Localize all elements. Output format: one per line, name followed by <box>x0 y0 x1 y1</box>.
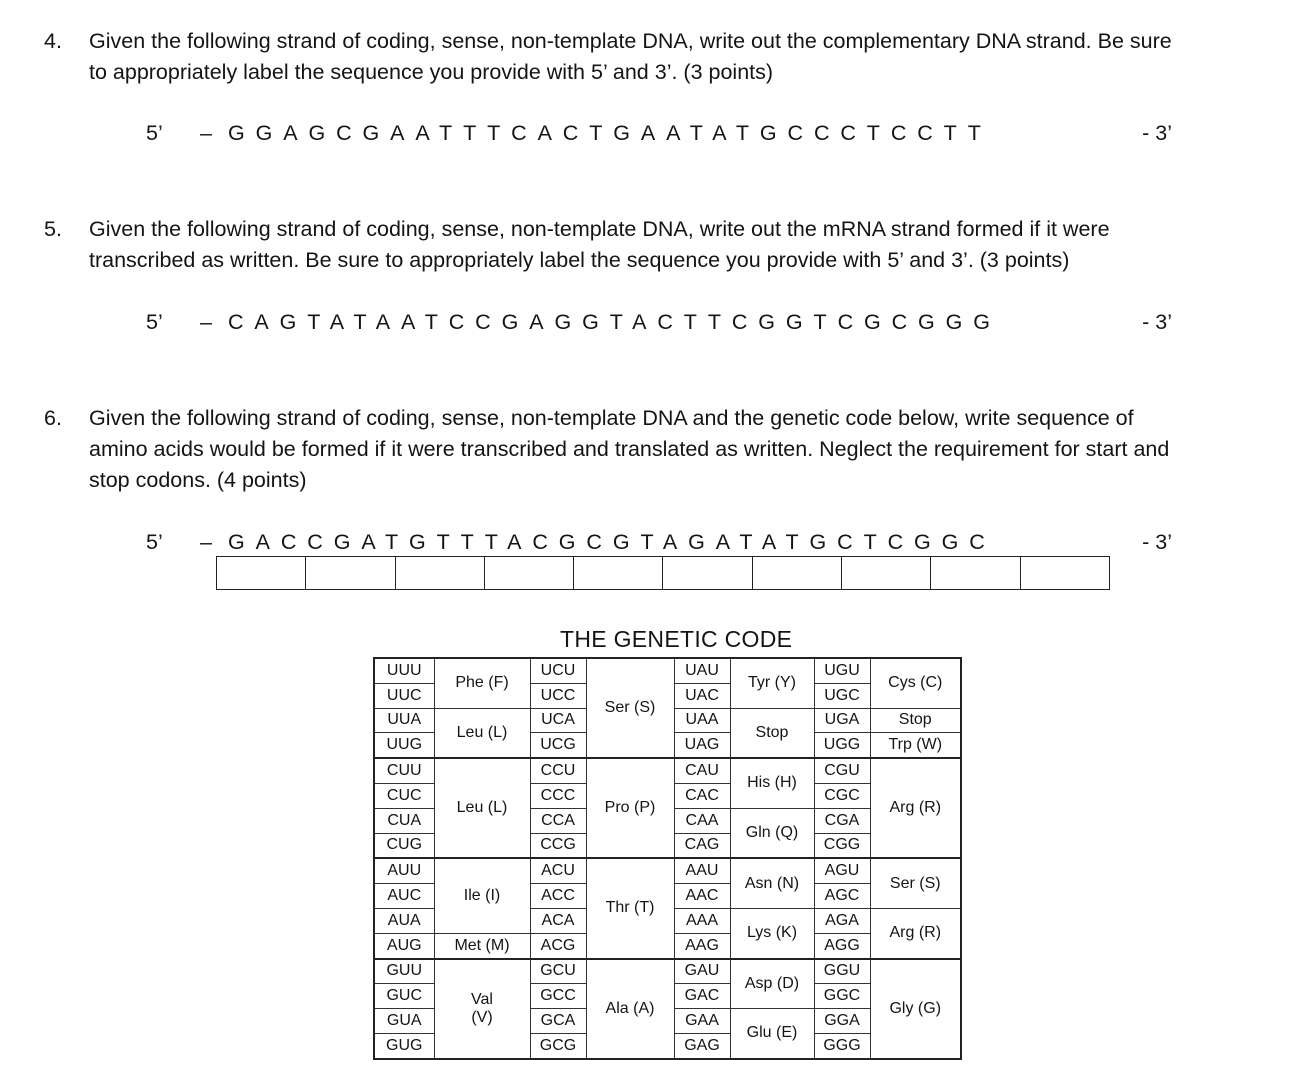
answer-box[interactable] <box>842 557 931 589</box>
codon-row <box>374 658 961 683</box>
amino-acid-cell: Asp (D) <box>730 959 814 1009</box>
codon-cell: GAA <box>674 1009 730 1034</box>
answer-box[interactable] <box>663 557 752 589</box>
codon-cell: AUA <box>374 908 434 933</box>
question-line: stop codons. (4 points) <box>89 468 307 492</box>
amino-acid-cell: Ser (S) <box>586 658 674 758</box>
codon-cell: CCA <box>530 808 586 833</box>
codon-cell: CUC <box>374 783 434 808</box>
amino-acid-cell: Stop <box>870 708 961 733</box>
answer-box[interactable] <box>574 557 663 589</box>
codon-cell: GGC <box>814 984 870 1009</box>
codon-cell: GUU <box>374 959 434 984</box>
amino-acid-cell: Pro (P) <box>586 758 674 858</box>
five-prime-label: 5’ <box>146 530 163 554</box>
amino-acid-cell: Arg (R) <box>870 758 961 858</box>
amino-acid-answer-boxes <box>216 556 1110 590</box>
amino-acid-cell: Glu (E) <box>730 1009 814 1059</box>
codon-cell: UUA <box>374 708 434 733</box>
codon-cell: AGU <box>814 858 870 883</box>
codon-cell: UUG <box>374 733 434 758</box>
three-prime-label: - 3’ <box>1142 310 1172 334</box>
codon-cell: GAG <box>674 1033 730 1058</box>
codon-row <box>374 959 961 984</box>
amino-acid-cell: Cys (C) <box>870 658 961 708</box>
codon-row <box>374 858 961 883</box>
answer-box[interactable] <box>485 557 574 589</box>
codon-row <box>374 758 961 783</box>
codon-cell: UUC <box>374 683 434 708</box>
codon-cell: UUU <box>374 658 434 683</box>
sequence-dash: – <box>200 530 212 554</box>
codon-cell: AGG <box>814 933 870 958</box>
codon-cell: CAG <box>674 833 730 858</box>
five-prime-label: 5’ <box>146 121 163 145</box>
sequence-dash: – <box>200 310 212 334</box>
codon-cell: UAC <box>674 683 730 708</box>
codon-cell: GCC <box>530 984 586 1009</box>
five-prime-label: 5’ <box>146 310 163 334</box>
codon-cell: CGA <box>814 808 870 833</box>
codon-cell: GGA <box>814 1009 870 1034</box>
question-text <box>89 26 1289 88</box>
codon-cell: UAA <box>674 708 730 733</box>
amino-acid-cell: Thr (T) <box>586 858 674 958</box>
amino-acid-cell: Leu (L) <box>434 708 530 758</box>
codon-cell: GCG <box>530 1033 586 1058</box>
amino-acid-cell: Arg (R) <box>870 908 961 958</box>
amino-acid-cell: His (H) <box>730 758 814 808</box>
codon-cell: CUU <box>374 758 434 783</box>
codon-cell: UGA <box>814 708 870 733</box>
amino-acid-cell: Met (M) <box>434 933 530 958</box>
question-number: 4. <box>44 29 62 53</box>
sequence-bases: GACCGATGTTTACGCGTAGATATGCTCGGC <box>228 530 996 554</box>
answer-box[interactable] <box>217 557 306 589</box>
codon-cell: UCG <box>530 733 586 758</box>
question-text <box>89 403 1289 496</box>
amino-acid-cell: Ala (A) <box>586 959 674 1059</box>
amino-acid-cell: Asn (N) <box>730 858 814 908</box>
codon-cell: AAG <box>674 933 730 958</box>
codon-cell: GUA <box>374 1009 434 1034</box>
answer-box[interactable] <box>396 557 485 589</box>
amino-acid-cell: Phe (F) <box>434 658 530 708</box>
codon-cell: ACU <box>530 858 586 883</box>
codon-cell: AGC <box>814 884 870 909</box>
codon-cell: AAA <box>674 908 730 933</box>
amino-acid-cell: Leu (L) <box>434 758 530 858</box>
codon-cell: CAC <box>674 783 730 808</box>
question-line: amino acids would be formed if it were transcribed and translated as written. Neglect the requirement for start and <box>89 437 1170 461</box>
question-line: Given the following strand of coding, sense, non-template DNA, write out the mRNA strand formed if it were <box>89 217 1110 241</box>
question-text <box>89 214 1289 276</box>
codon-cell: AGA <box>814 908 870 933</box>
codon-cell: UCC <box>530 683 586 708</box>
codon-cell: AAC <box>674 884 730 909</box>
codon-cell: GGG <box>814 1033 870 1058</box>
codon-cell: UAG <box>674 733 730 758</box>
codon-cell: UGG <box>814 733 870 758</box>
codon-cell: GCU <box>530 959 586 984</box>
codon-cell: ACC <box>530 884 586 909</box>
codon-cell: ACG <box>530 933 586 958</box>
codon-cell: AUU <box>374 858 434 883</box>
sequence-bases: GGAGCGAATTTCACTGAATATGCCCTCCTT <box>228 121 992 145</box>
amino-acid-cell: Ser (S) <box>870 858 961 908</box>
amino-acid-cell: Ile (I) <box>434 858 530 933</box>
genetic-code-table <box>373 657 962 1060</box>
answer-box[interactable] <box>306 557 395 589</box>
codon-cell: UGC <box>814 683 870 708</box>
codon-cell: CCC <box>530 783 586 808</box>
codon-cell: AUG <box>374 933 434 958</box>
amino-acid-cell: Gln (Q) <box>730 808 814 858</box>
codon-cell: CGU <box>814 758 870 783</box>
question-line: transcribed as written. Be sure to appropriately label the sequence you provide with 5’ and 3’. (3 points) <box>89 248 1070 272</box>
codon-cell: ACA <box>530 908 586 933</box>
codon-cell: GGU <box>814 959 870 984</box>
codon-cell: CAU <box>674 758 730 783</box>
answer-box[interactable] <box>1021 557 1109 589</box>
codon-cell: CAA <box>674 808 730 833</box>
three-prime-label: - 3’ <box>1142 121 1172 145</box>
amino-acid-cell: Tyr (Y) <box>730 658 814 708</box>
codon-cell: UCA <box>530 708 586 733</box>
question-number: 5. <box>44 217 62 241</box>
question-line: to appropriately label the sequence you provide with 5’ and 3’. (3 points) <box>89 60 774 84</box>
codon-cell: UGU <box>814 658 870 683</box>
amino-acid-cell: Gly (G) <box>870 959 961 1059</box>
amino-acid-cell: Stop <box>730 708 814 758</box>
codon-cell: CUA <box>374 808 434 833</box>
amino-acid-cell: Lys (K) <box>730 908 814 958</box>
codon-cell: GAC <box>674 984 730 1009</box>
question-number: 6. <box>44 406 62 430</box>
codon-cell: AAU <box>674 858 730 883</box>
codon-cell: GAU <box>674 959 730 984</box>
sequence-bases: CAGTATAATCCGAGGTACTTCGGTCGCGGG <box>228 310 1001 334</box>
codon-cell: GUG <box>374 1033 434 1058</box>
codon-cell: GUC <box>374 984 434 1009</box>
codon-cell: CCG <box>530 833 586 858</box>
question-line: Given the following strand of coding, sense, non-template DNA and the genetic code below, write sequence of <box>89 406 1134 430</box>
answer-box[interactable] <box>753 557 842 589</box>
codon-cell: CCU <box>530 758 586 783</box>
codon-cell: CGG <box>814 833 870 858</box>
amino-acid-cell: Val (V) <box>434 959 530 1059</box>
three-prime-label: - 3’ <box>1142 530 1172 554</box>
codon-cell: CGC <box>814 783 870 808</box>
answer-box[interactable] <box>931 557 1020 589</box>
codon-cell: AUC <box>374 884 434 909</box>
codon-cell: CUG <box>374 833 434 858</box>
codon-cell: UAU <box>674 658 730 683</box>
codon-cell: GCA <box>530 1009 586 1034</box>
codon-cell: UCU <box>530 658 586 683</box>
sequence-dash: – <box>200 121 212 145</box>
dna-sequence-q5 <box>146 310 1186 340</box>
genetic-code-title: THE GENETIC CODE <box>560 626 793 652</box>
amino-acid-cell: Trp (W) <box>870 733 961 758</box>
question-line: Given the following strand of coding, sense, non-template DNA, write out the complementary DNA strand. Be sure <box>89 29 1172 53</box>
dna-sequence-q4 <box>146 121 1186 151</box>
